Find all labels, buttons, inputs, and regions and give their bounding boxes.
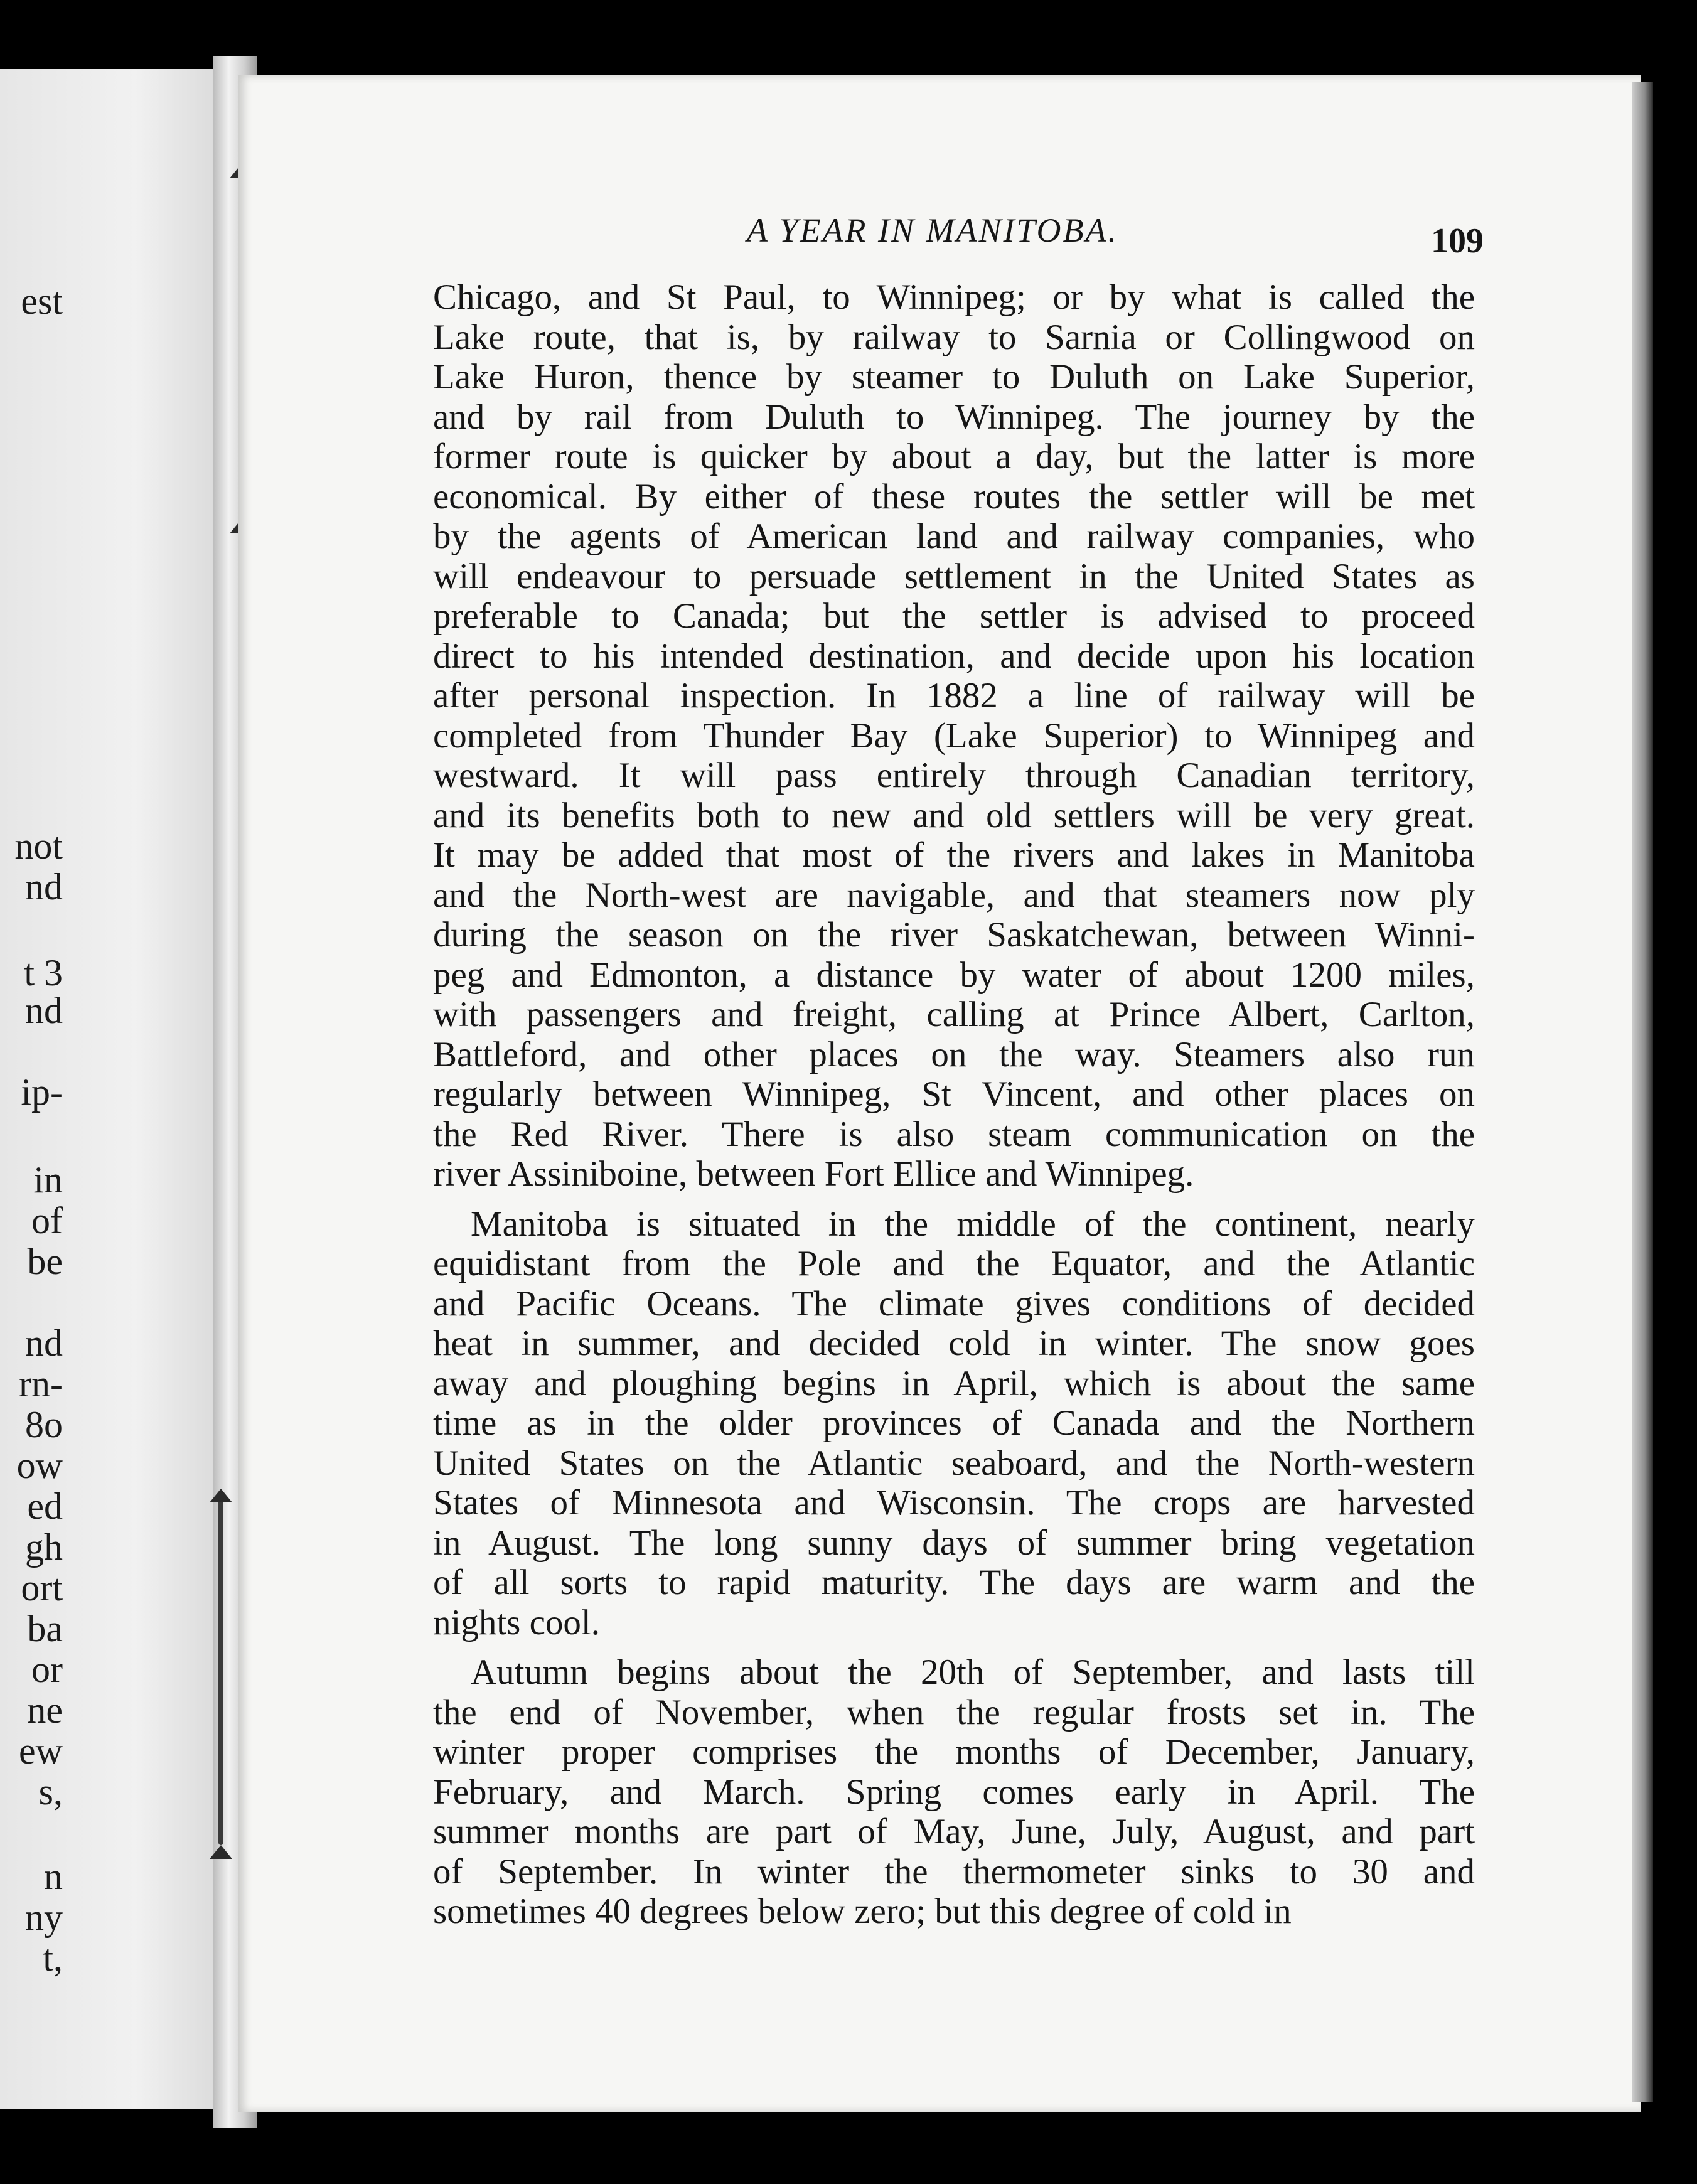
text-line: former route is quicker by about a day, but the latter is more [433,437,1475,476]
stitch-mark-bottom [210,1845,232,1859]
text-line: February, and March. Spring comes early in April. The [433,1772,1475,1812]
text-line: It may be added that most of the rivers and lakes in Manitoba [433,835,1475,875]
text-line: time as in the older provinces of Canada and the Northern [433,1403,1475,1443]
left-page-fragment: ow [16,1445,63,1486]
text-line: United States on the Atlantic seaboard, and the North-western [433,1443,1475,1483]
running-title: A YEAR IN MANITOBA. [747,211,1118,249]
left-page-fragment: ny [25,1897,63,1938]
text-line: and its benefits both to new and old settlers will be very great. [433,795,1475,835]
text-line: nights cool. [433,1602,600,1642]
left-page-fragment: not [14,825,63,867]
left-page-fragment: nd [25,1322,63,1364]
stitch-mark-lower [210,1489,232,1502]
text-line: regularly between Winnipeg, St Vincent, and other places on [433,1074,1475,1114]
left-page-fragment: t, [43,1937,63,1979]
text-line: river Assiniboine, between Fort Ellice and Winnipeg. [433,1154,1194,1194]
text-line: the end of November, when the regular frosts set in. The [433,1692,1475,1732]
paragraph [433,277,1475,1194]
left-page-fragment: nd [25,866,63,907]
text-line: completed from Thunder Bay (Lake Superior) to Winnipeg and [433,715,1475,756]
text-line: peg and Edmonton, a distance by water of about 1200 miles, [433,955,1475,995]
left-page-fragment: nd [25,990,63,1031]
left-page-fragment: ip- [21,1071,63,1113]
page-number: 109 [1431,222,1484,260]
text-line: sometimes 40 degrees below zero; but this degree of cold in [433,1892,1292,1931]
paragraph-gap [433,1194,1475,1204]
left-page-fragment: ba [27,1608,63,1649]
left-page-fragment: of [31,1200,63,1241]
text-line: will endeavour to persuade settlement in the United States as [433,556,1475,596]
text-line: with passengers and freight, calling at Prince Albert, Carlton, [433,995,1475,1034]
text-line: after personal inspection. In 1882 a line of railway will be [433,676,1475,715]
text-line: Autumn begins about the 20th of September, and lasts till [471,1652,1475,1692]
left-page-text-fragments [0,0,63,2184]
text-line: Lake Huron, thence by steamer to Duluth on Lake Superior, [433,357,1475,397]
paragraph [433,1204,1475,1643]
text-line: heat in summer, and decided cold in winter. The snow goes [433,1324,1475,1363]
left-page-fragment: gh [25,1526,63,1568]
left-page-fragment: be [27,1241,63,1282]
left-page-fragment: s, [38,1771,63,1812]
text-line: away and ploughing begins in April, which is about the same [433,1363,1475,1403]
paragraph-gap [433,1642,1475,1652]
left-page-fragment: 8o [25,1404,63,1445]
text-line: westward. It will pass entirely through Canadian territory, [433,756,1475,795]
text-line: preferable to Canada; but the settler is advised to proceed [433,596,1475,636]
text-line: in August. The long sunny days of summer bring vegetation [433,1523,1475,1563]
text-line: the Red River. There is also steam communication on the [433,1114,1475,1154]
paragraph [433,1652,1475,1932]
text-line: of all sorts to rapid maturity. The days are warm and the [433,1563,1475,1602]
binding-stitch-bottom [218,1494,223,1845]
text-line: during the season on the river Saskatchewan, between Winni- [433,915,1475,955]
text-line: Manitoba is situated in the middle of the continent, nearly [471,1204,1475,1244]
left-page-fragment: rn- [19,1363,63,1405]
text-line: equidistant from the Pole and the Equator, and the Atlantic [433,1244,1475,1283]
left-page-fragment: est [21,281,63,322]
left-page-fragment: n [44,1856,63,1897]
text-line: and the North-west are navigable, and that steamers now ply [433,875,1475,915]
text-line: of September. In winter the thermometer sinks to 30 and [433,1851,1475,1892]
page-body-text [433,277,1475,1932]
left-page-fragment: t 3 [24,952,63,993]
text-line: Chicago, and St Paul, to Winnipeg; or by what is called the [433,277,1475,317]
text-line: winter proper comprises the months of December, January, [433,1732,1475,1772]
text-line: direct to his intended destination, and decide upon his location [433,636,1475,676]
left-page-fragment: ort [21,1567,63,1609]
left-page-fragment: ne [27,1689,63,1731]
text-line: and by rail from Duluth to Winnipeg. The journey by the [433,397,1475,437]
page-edge-shadow [1632,82,1653,2102]
text-line: summer months are part of May, June, July, August, and part [433,1812,1475,1851]
left-page-fragment: in [33,1159,63,1201]
text-line: Lake route, that is, by railway to Sarnia or Collingwood on [433,317,1475,357]
text-line: States of Minnesota and Wisconsin. The crops are harvested [433,1483,1475,1523]
text-line: economical. By either of these routes the settler will be met [433,476,1475,517]
text-line: Battleford, and other places on the way. Steamers also run [433,1034,1475,1074]
text-line: by the agents of American land and railway companies, who [433,517,1475,556]
left-page-fragment: ew [19,1730,63,1772]
left-page-fragment: or [31,1649,63,1690]
text-line: and Pacific Oceans. The climate gives conditions of decided [433,1283,1475,1324]
left-page-fragment: ed [27,1485,63,1527]
